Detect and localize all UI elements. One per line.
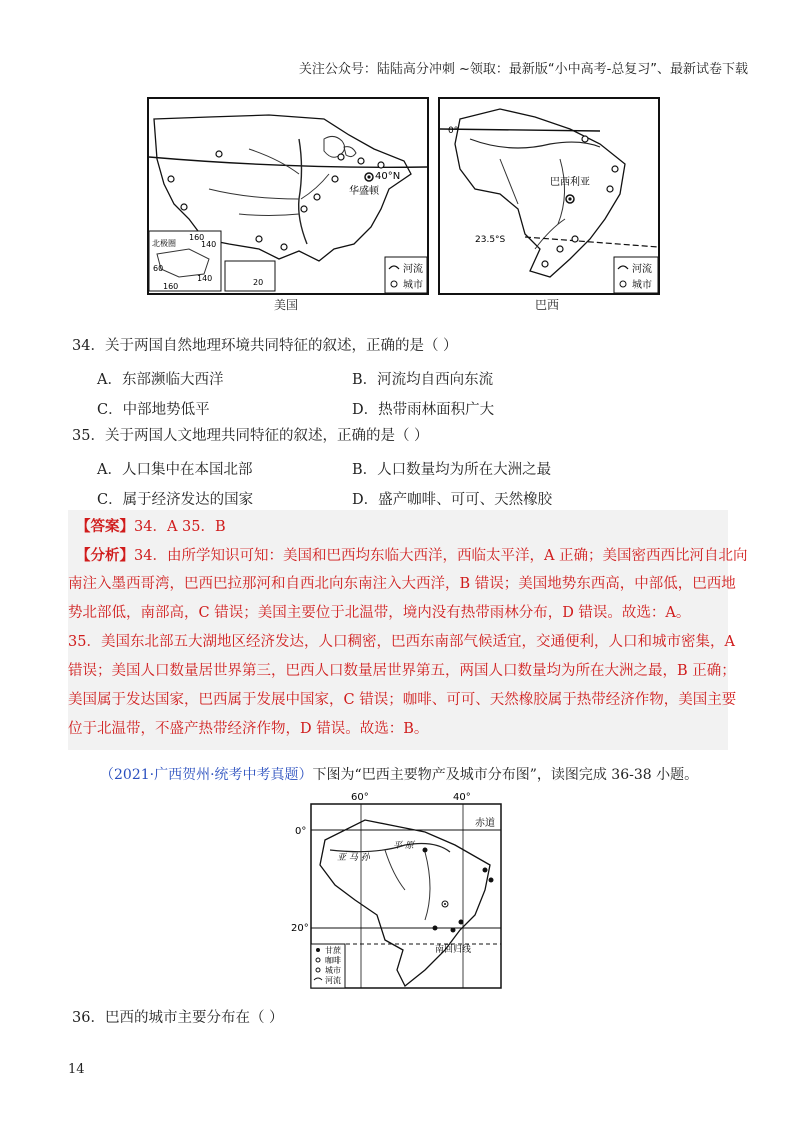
q35-option-c: C．属于经济发达的国家	[97, 492, 254, 508]
usa-map	[147, 97, 429, 295]
q34-option-c: C．中部地势低平	[97, 402, 210, 418]
lat-0-label: 0°	[295, 826, 307, 837]
answer-label: 【答案】	[76, 518, 134, 535]
q34-stem: 34．关于两国自然地理环境共同特征的叙述，正确的是（ ）	[72, 338, 458, 354]
legend-city-label: 城市	[632, 280, 652, 291]
inset-num: 20	[253, 278, 264, 287]
analysis-line-2: 南注入墨西哥湾，巴西巴拉那河和自西北向东南注入大西洋，B 错误；美国地势东西高，中部低，巴西地	[68, 576, 736, 592]
question-intro	[100, 764, 698, 784]
page-header: 关注公众号：陆陆高分冲刺 ~领取：最新版“小中高考-总复习”、最新试卷下载	[298, 62, 748, 77]
brazil-map-drawing	[440, 99, 658, 293]
usa-map-drawing	[149, 99, 427, 293]
legend-coffee-label: 咖啡	[325, 956, 341, 965]
brazil-products-map	[285, 790, 517, 990]
legend-city-label: 城市	[325, 966, 341, 975]
amazon-plain-label: 亚 马 孙	[337, 853, 370, 863]
analysis-line-6: 美国属于发达国家，巴西属于发展中国家，C 错误；咖啡、可可、天然橡胶属于热带经济作物，美国主要	[68, 692, 737, 708]
analysis-text: 34．由所学知识可知：美国和巴西均东临大西洋，西临太平洋，A 正确；美国密西西比河自北向	[134, 548, 748, 564]
q34-option-b: B．河流均自西向东流	[352, 372, 494, 388]
q34-option-d: D．热带雨林面积广大	[352, 402, 495, 418]
tropic-label: 23.5°S	[475, 235, 506, 245]
lat-40n-label: 40°N	[375, 171, 401, 182]
legend-sugarcane-label: 甘蔗	[325, 946, 341, 955]
brazil-map-caption: 巴西	[534, 298, 559, 312]
equator-label: 赤道	[475, 818, 495, 829]
brazil-products-drawing	[285, 790, 517, 990]
q35-option-a: A．人口集中在本国北部	[97, 462, 253, 478]
inset-num: 140	[197, 274, 213, 283]
usa-map-caption: 美国	[273, 298, 298, 312]
analysis-line-7: 位于北温带，不盛产热带经济作物，D 错误。故选：B。	[68, 721, 429, 737]
equator-label: 0°	[448, 126, 459, 136]
q35-option-b: B．人口数量均为所在大洲之最	[352, 462, 552, 478]
analysis-line-4: 35．美国东北部五大湖地区经济发达，人口稠密，巴西东南部气候适宜，交通便利，人口和城市密集，A	[68, 634, 735, 650]
amazon-plain-label-2: 平 原	[393, 841, 414, 851]
q34-option-a: A．东部濒临大西洋	[97, 372, 224, 388]
inset-num: 60	[153, 264, 164, 273]
answer-text: 34．A 35．B	[134, 519, 226, 535]
legend-river-label: 河流	[403, 264, 423, 275]
lat-20-label: 20°	[291, 923, 309, 934]
analysis-line-5: 错误；美国人口数量居世界第三，巴西人口数量居世界第五，两国人口数量均为所在大洲之最，B 正确；	[68, 663, 736, 679]
brasilia-label: 巴西利亚	[550, 177, 590, 188]
q35-stem: 35．关于两国人文地理共同特征的叙述，正确的是（ ）	[72, 428, 429, 444]
inset-num: 160	[189, 233, 205, 242]
answer-section	[68, 510, 748, 750]
inset-num: 160	[163, 282, 179, 291]
legend-river-label: 河流	[632, 264, 652, 275]
q36-stem: 36．巴西的城市主要分布在（ ）	[72, 1010, 284, 1026]
page-number: 14	[68, 1062, 85, 1077]
analysis-line-3: 势北部低，南部高，C 错误；美国主要位于北温带，境内没有热带雨林分布，D 错误。故选：A。	[68, 605, 691, 621]
inset-num: 140	[201, 240, 217, 249]
q35-option-d: D．盛产咖啡、可可、天然橡胶	[352, 492, 553, 508]
tropic-capricorn-label: 南回归线	[435, 945, 472, 955]
answer-line	[76, 512, 226, 542]
brazil-map	[438, 97, 660, 295]
analysis-label: 【分析】	[76, 547, 134, 564]
analysis-line-1	[76, 541, 748, 571]
inset-arctic-label: 北极圈	[152, 239, 176, 248]
question-intro-text: 下图为“巴西主要物产及城市分布图”，读图完成 36-38 小题。	[312, 767, 699, 783]
lon-60-label: 60°	[351, 792, 369, 803]
question-source: （2021·广西贺州·统考中考真题）	[100, 767, 313, 783]
legend-river-label: 河流	[325, 976, 341, 985]
washington-label: 华盛顿	[349, 186, 379, 197]
lon-40-label: 40°	[453, 792, 471, 803]
legend-city-label: 城市	[403, 280, 423, 291]
